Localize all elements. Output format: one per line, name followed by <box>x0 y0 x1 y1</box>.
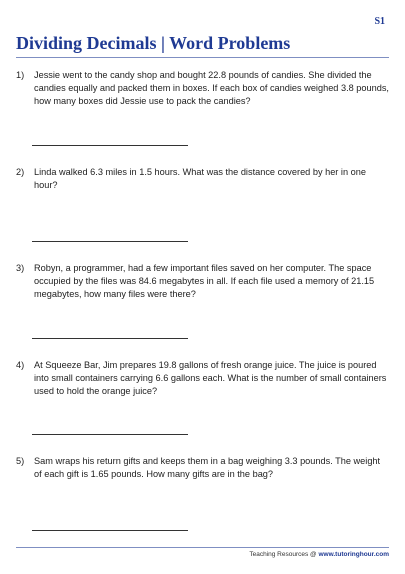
answer-line-3[interactable] <box>32 338 188 339</box>
answer-line-2[interactable] <box>32 241 188 242</box>
problem-text: Jessie went to the candy shop and bought 22.8 pounds of candies. She divided the candies equally and packed them in boxes. If each box of candies weighed 3.8 pounds, how many boxes did Jessie use to pack the candies? <box>34 70 389 106</box>
answer-line-1[interactable] <box>32 145 188 146</box>
answer-line-5[interactable] <box>32 530 188 531</box>
problem-number: 2) <box>16 167 25 177</box>
problem-text: Sam wraps his return gifts and keeps them in a bag weighing 3.3 pounds. The weight of each gift is 1.65 pounds. How many gifts are in the bag? <box>34 456 381 479</box>
sheet-code: S1 <box>374 16 385 27</box>
footer-label: Teaching Resources @ <box>249 551 319 558</box>
problem-number: 4) <box>16 360 25 370</box>
problem-text: Robyn, a programmer, had a few important files saved on her computer. The space occupied by the files was 84.6 megabytes in all. If each file used a memory of 21.15 megabytes, how many files were there? <box>34 263 375 299</box>
page-title: Dividing Decimals | Word Problems <box>16 33 291 53</box>
problem-number: 5) <box>16 456 25 466</box>
answer-line-4[interactable] <box>32 434 188 435</box>
footer-site-link[interactable]: www.tutoringhour.com <box>318 551 389 558</box>
footer <box>249 551 389 558</box>
problem-text: At Squeeze Bar, Jim prepares 19.8 gallons of fresh orange juice. The juice is poured into small containers carrying 6.6 gallons each. What is the number of small containers used to hold the orange juice? <box>34 360 387 396</box>
problem-number: 1) <box>16 70 25 80</box>
problem-number: 3) <box>16 263 25 273</box>
problem-text: Linda walked 6.3 miles in 1.5 hours. What was the distance covered by her in one hour? <box>34 167 366 190</box>
footer-divider <box>16 547 389 548</box>
title-divider <box>16 57 389 58</box>
